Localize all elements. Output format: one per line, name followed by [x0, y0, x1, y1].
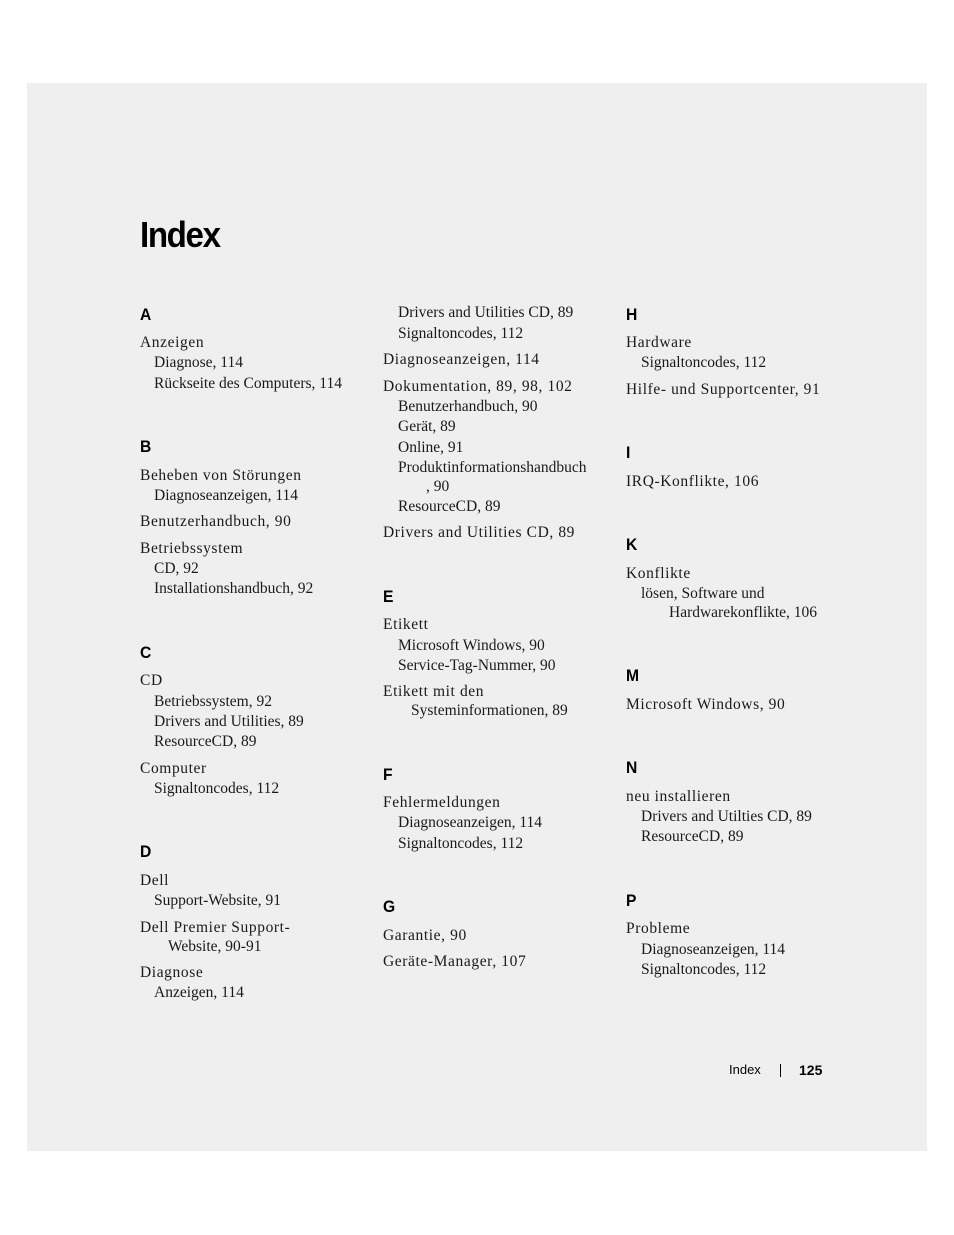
index-subentry-continuation: , 90 [426, 478, 450, 495]
index-subentry: ResourceCD, 89 [154, 733, 257, 750]
index-entry: Diagnose [140, 964, 204, 981]
index-entry: Dell Premier Support- [140, 919, 291, 936]
index-subentry: Drivers and Utilities, 89 [154, 713, 304, 730]
index-entry: IRQ-Konflikte, 106 [626, 473, 760, 490]
index-subentry: Anzeigen, 114 [154, 984, 244, 1001]
index-subentry: CD, 92 [154, 560, 199, 577]
section-letter-f: F [383, 765, 393, 784]
index-subentry: ResourceCD, 89 [641, 828, 744, 845]
section-letter-h: H [626, 305, 638, 324]
section-letter-m: M [626, 666, 640, 685]
section-letter-e: E [383, 587, 394, 606]
index-entry: Anzeigen [140, 334, 205, 351]
index-subentry: Produktinformationshandbuch [398, 459, 587, 476]
index-subentry: Signaltoncodes, 112 [398, 835, 524, 852]
index-subentry: ResourceCD, 89 [398, 498, 501, 515]
index-subentry: Diagnoseanzeigen, 114 [154, 487, 299, 504]
section-letter-p: P [626, 891, 637, 910]
index-subentry: Benutzerhandbuch, 90 [398, 398, 538, 415]
index-subentry: Gerät, 89 [398, 418, 456, 435]
section-letter-i: I [626, 443, 631, 462]
index-subentry: Rückseite des Computers, 114 [154, 375, 342, 392]
section-letter-g: G [383, 897, 396, 916]
index-subentry: Installationshandbuch, 92 [154, 580, 314, 597]
index-subentry: Signaltoncodes, 112 [398, 325, 524, 342]
index-entry: Dokumentation, 89, 98, 102 [383, 378, 573, 395]
index-subentry: Diagnoseanzeigen, 114 [398, 814, 543, 831]
index-entry: Benutzerhandbuch, 90 [140, 513, 292, 530]
footer-divider [780, 1064, 781, 1077]
index-entry: Etikett mit den [383, 683, 485, 700]
index-subentry: Diagnoseanzeigen, 114 [641, 941, 786, 958]
index-subentry: Betriebssystem, 92 [154, 693, 272, 710]
index-entry: Probleme [626, 920, 691, 937]
index-subentry: Online, 91 [398, 439, 464, 456]
index-entry: Betriebssystem [140, 540, 244, 557]
index-entry: Drivers and Utilities CD, 89 [383, 524, 576, 541]
index-subentry: lösen, Software und [641, 585, 765, 602]
section-letter-c: C [140, 643, 152, 662]
index-entry: Etikett [383, 616, 429, 633]
index-entry: Beheben von Störungen [140, 467, 302, 484]
index-entry-continuation: Systeminformationen, 89 [411, 702, 568, 719]
section-letter-b: B [140, 437, 152, 456]
index-entry: Geräte-Manager, 107 [383, 953, 527, 970]
index-entry: Hardware [626, 334, 692, 351]
page-title: Index [140, 214, 220, 255]
index-entry: CD [140, 672, 163, 689]
page-number: 125 [799, 1062, 823, 1078]
index-entry: Fehlermeldungen [383, 794, 501, 811]
index-entry: neu installieren [626, 788, 731, 805]
index-entry: Computer [140, 760, 207, 777]
index-subentry: Signaltoncodes, 112 [641, 961, 767, 978]
index-entry: Garantie, 90 [383, 927, 467, 944]
index-entry: Konflikte [626, 565, 691, 582]
section-letter-n: N [626, 758, 638, 777]
index-subentry: Drivers and Utilties CD, 89 [641, 808, 812, 825]
index-subentry: Signaltoncodes, 112 [641, 354, 767, 371]
section-letter-d: D [140, 842, 152, 861]
index-subentry: Signaltoncodes, 112 [154, 780, 280, 797]
section-letter-a: A [140, 305, 152, 324]
footer-section-label: Index [729, 1062, 761, 1077]
index-subentry-continuation: Hardwarekonflikte, 106 [669, 604, 818, 621]
index-subentry: Drivers and Utilities CD, 89 [398, 304, 574, 321]
index-subentry: Support-Website, 91 [154, 892, 282, 909]
section-letter-k: K [626, 535, 638, 554]
index-subentry: Microsoft Windows, 90 [398, 637, 545, 654]
index-entry-continuation: Website, 90-91 [168, 938, 262, 955]
index-subentry: Service-Tag-Nummer, 90 [398, 657, 556, 674]
index-entry: Dell [140, 872, 170, 889]
index-entry: Hilfe- und Supportcenter, 91 [626, 381, 821, 398]
index-subentry: Diagnose, 114 [154, 354, 243, 371]
index-entry: Microsoft Windows, 90 [626, 696, 786, 713]
index-entry: Diagnoseanzeigen, 114 [383, 351, 540, 368]
